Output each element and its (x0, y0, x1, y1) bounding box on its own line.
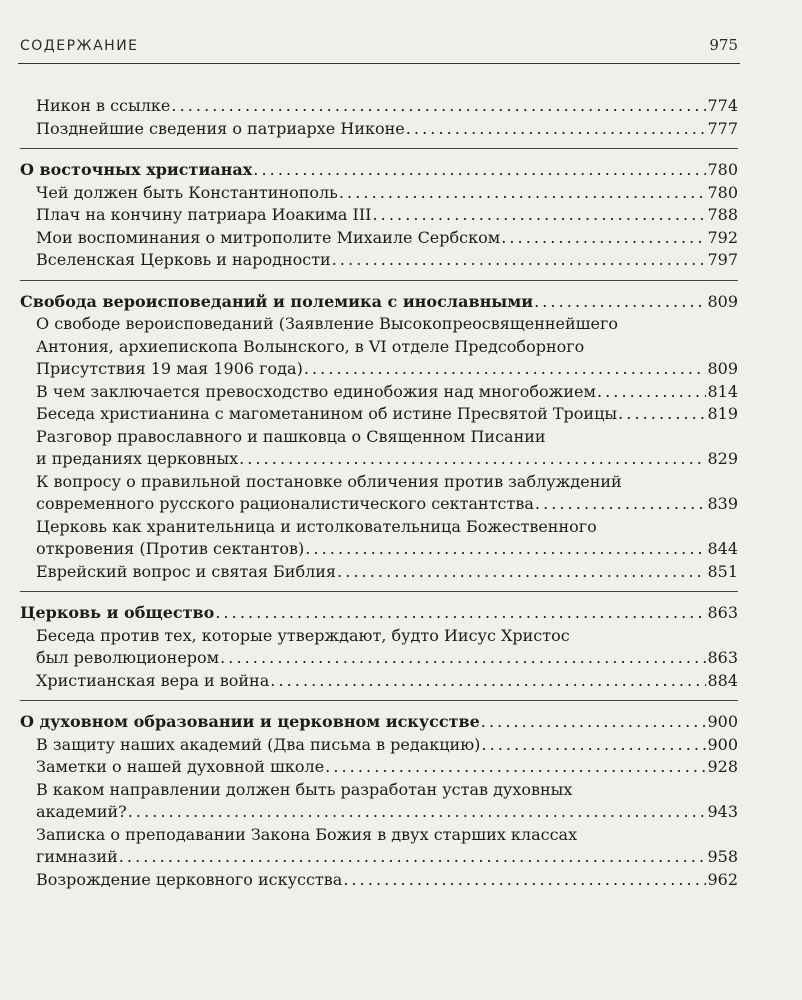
dot-leader (270, 670, 706, 693)
entry-title: современного русского рационалистического сектантства (36, 494, 534, 513)
toc-entry (20, 734, 738, 757)
toc-entry (20, 204, 738, 227)
entry-page-number: 962 (707, 869, 738, 889)
entry-page-number: 863 (707, 603, 738, 622)
entry-page-number: 809 (707, 291, 738, 311)
toc-entry (20, 756, 738, 779)
entry-page-number: 809 (707, 359, 738, 378)
entry-page-number: 958 (707, 847, 738, 866)
entry-title: откровения (Против сектантов) (36, 539, 305, 558)
toc-entry (20, 561, 738, 584)
dot-leader (304, 358, 707, 381)
entry-title: Плач на кончину патриара Иоакима III (36, 205, 372, 224)
toc-entry-text-line: Беседа против тех, которые утверждают, будто Иисус Христос (36, 625, 570, 645)
toc-entry-text-line: В каком направлении должен быть разработан устав духовных (36, 779, 573, 799)
entry-page-number: 851 (707, 561, 738, 581)
dot-leader (618, 403, 706, 426)
dot-leader (343, 869, 706, 892)
page-number: 975 (709, 36, 738, 54)
section-title: Свобода вероисповеданий и полемика с инославными (20, 291, 534, 311)
dot-leader (332, 249, 707, 272)
dot-leader (535, 493, 707, 516)
toc-entry (20, 824, 738, 869)
toc-section-heading (20, 291, 738, 314)
dot-leader (171, 95, 706, 118)
entry-page-number: 928 (707, 757, 738, 776)
entry-page-number: 814 (707, 381, 738, 401)
entry-title: Вселенская Церковь и народности (36, 250, 331, 269)
entry-title: академий? (36, 802, 127, 821)
entry-title: и преданиях церковных (36, 449, 239, 468)
entry-page-number: 780 (707, 182, 738, 202)
toc-entry (20, 249, 738, 272)
toc-entry (20, 227, 738, 250)
dot-leader (239, 448, 706, 471)
toc-section-heading (20, 602, 738, 625)
dot-leader (597, 381, 707, 404)
toc-entry (20, 95, 738, 118)
entry-title: Чей должен быть Константинополь (36, 182, 338, 202)
toc-entry-text-line: Разговор православного и пашковца о Священном Писании (36, 426, 546, 446)
entry-title: Мои воспоминания о митрополите Михаиле Сербском (36, 227, 501, 247)
entry-page-number: 900 (707, 734, 738, 754)
entry-page-number: 839 (707, 494, 738, 513)
dot-leader (325, 756, 706, 779)
dot-leader (253, 159, 706, 182)
entry-page-number: 788 (707, 205, 738, 224)
toc-entry-text-line: Записка о преподавании Закона Божия в двух старших классах (36, 824, 578, 844)
entry-page-number: 797 (707, 250, 738, 269)
toc-entry (20, 118, 738, 141)
table-of-contents (20, 95, 738, 891)
section-divider (20, 591, 738, 592)
dot-leader (406, 118, 707, 141)
dot-leader (481, 734, 706, 757)
entry-title: Присутствия 19 мая 1906 года) (36, 359, 303, 378)
toc-entry (20, 403, 738, 426)
entry-page-number: 844 (707, 539, 738, 558)
section-divider (20, 700, 738, 701)
entry-page-number: 943 (707, 802, 738, 821)
toc-entry (20, 426, 738, 471)
entry-title: был революционером (36, 648, 220, 667)
toc-section-heading (20, 711, 738, 734)
entry-title: гимназий (36, 847, 118, 866)
entry-title: Позднейшие сведения о патриархе Никоне (36, 118, 405, 138)
toc-entry (20, 779, 738, 824)
toc-entry (20, 869, 738, 892)
section-title: Церковь и общество (20, 603, 215, 622)
entry-title: Возрождение церковного искусства (36, 869, 343, 889)
entry-title: Христианская вера и война (36, 670, 270, 690)
dot-leader (501, 227, 706, 250)
dot-leader (481, 711, 707, 734)
section-title: О восточных христианах (20, 160, 253, 179)
toc-entry (20, 471, 738, 516)
entry-page-number: 780 (707, 160, 738, 179)
toc-entry-text-line: Антония, архиепископа Волынского, в VI отделе Предсоборного (36, 336, 585, 356)
entry-title: В чем заключается превосходство единобожия над многобожием (36, 381, 596, 401)
entry-title: Заметки о нашей духовной школе (36, 757, 325, 776)
entry-page-number: 900 (707, 712, 738, 731)
toc-entry (20, 516, 738, 561)
header-rule (18, 63, 740, 64)
entry-page-number: 792 (707, 227, 738, 247)
toc-entry (20, 670, 738, 693)
section-title: О духовном образовании и церковном искусстве (20, 712, 480, 731)
entry-title: Еврейский вопрос и святая Библия (36, 561, 337, 581)
dot-leader (337, 561, 706, 584)
toc-entry-text-line: Церковь как хранительница и истолковательница Божественного (36, 516, 597, 536)
entry-title: В защиту наших академий (Два письма в редакцию) (36, 734, 481, 754)
entry-page-number: 829 (707, 449, 738, 468)
entry-page-number: 884 (707, 670, 738, 690)
toc-entry (20, 625, 738, 670)
dot-leader (119, 846, 707, 869)
toc-section-heading (20, 159, 738, 182)
entry-page-number: 863 (707, 648, 738, 667)
section-divider (20, 280, 738, 281)
toc-entry-text-line: О свободе вероисповеданий (Заявление Высокопреосвященнейшего (36, 314, 619, 333)
entry-page-number: 774 (707, 96, 738, 115)
entry-title: Никон в ссылке (36, 96, 171, 115)
toc-entry (20, 182, 738, 205)
dot-leader (220, 647, 706, 670)
dot-leader (215, 602, 706, 625)
dot-leader (339, 182, 707, 205)
section-divider (20, 148, 738, 149)
toc-entry (20, 313, 738, 381)
running-header-title: СОДЕРЖАНИЕ (20, 38, 139, 54)
toc-entry (20, 381, 738, 404)
dot-leader (373, 204, 707, 227)
dot-leader (534, 291, 706, 314)
dot-leader (305, 538, 706, 561)
entry-page-number: 819 (707, 404, 738, 423)
entry-page-number: 777 (707, 118, 738, 138)
entry-title: Беседа христианина с магометанином об истине Пресвятой Троицы (36, 404, 618, 423)
dot-leader (128, 801, 707, 824)
toc-entry-text-line: К вопросу о правильной постановке обличения против заблуждений (36, 471, 622, 491)
